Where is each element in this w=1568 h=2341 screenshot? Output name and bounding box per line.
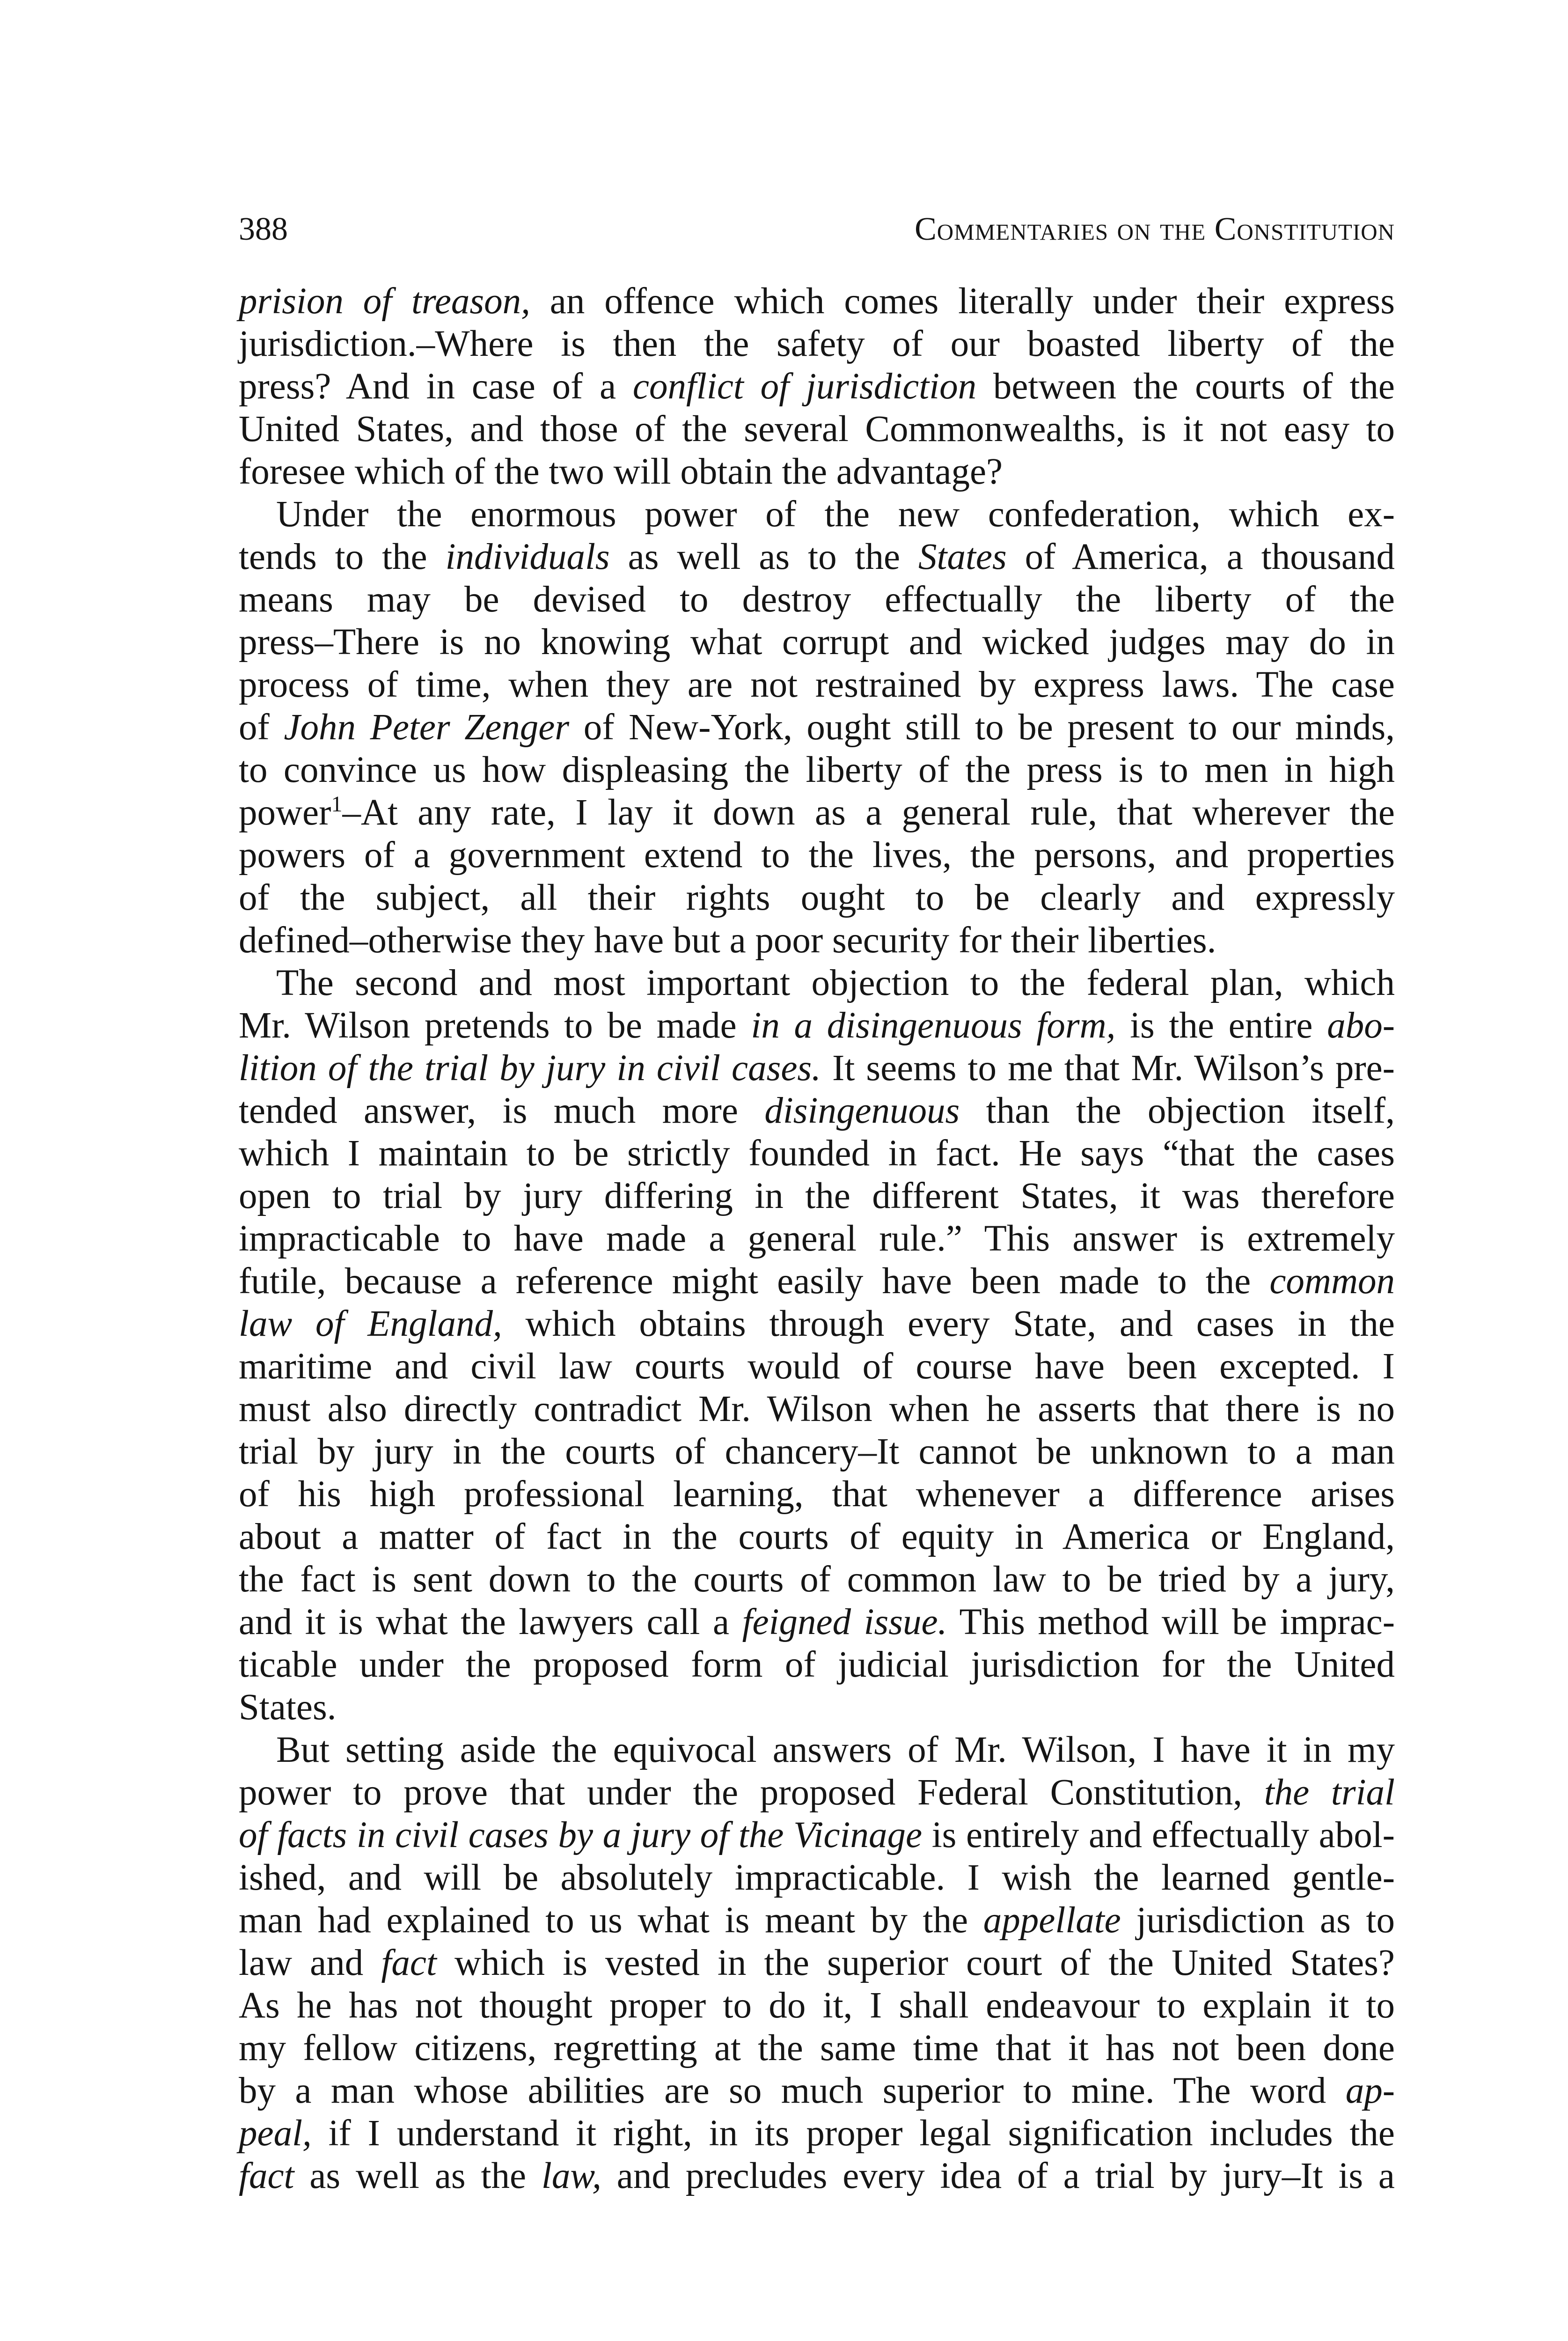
text-run: my fellow citizens, regretting at the same time that it has not been done [239, 2028, 1395, 2069]
text-run: of his high professional learning, that whenever a difference arises [239, 1474, 1395, 1515]
text-line [239, 876, 1395, 919]
italic-text: John Peter Zenger [284, 707, 570, 748]
text-line [239, 791, 1395, 834]
text-line [239, 2155, 1395, 2197]
page-header [239, 206, 1395, 253]
text-run: the fact is sent down to the courts of common law to be tried by a jury, [239, 1559, 1395, 1600]
italic-text: disingenuous [764, 1090, 960, 1131]
italic-text: ap- [1345, 2070, 1395, 2111]
text-line [239, 1899, 1395, 1942]
text-run: of the subject, all their rights ought to be clearly and expressly [239, 877, 1395, 918]
text-run: if I understand it right, in its proper legal signification includes the [311, 2113, 1395, 2154]
text-line [239, 834, 1395, 876]
text-run: foresee which of the two will obtain the advantage? [239, 451, 1003, 492]
text-line [239, 1132, 1395, 1175]
text-line [239, 493, 1395, 536]
italic-text: feigned issue. [742, 1602, 947, 1642]
page-number: 388 [239, 211, 288, 247]
text-line [239, 706, 1395, 749]
text-run: powers of a government extend to the lives, the persons, and properties [239, 835, 1395, 876]
text-line [239, 1686, 1395, 1729]
text-run: between the courts of the [976, 366, 1395, 407]
italic-text: fact [381, 1943, 437, 1983]
text-run: man had explained to us what is meant by the [239, 1900, 983, 1941]
italic-text: individuals [445, 537, 610, 577]
text-line [239, 1047, 1395, 1090]
text-run: which obtains through every State, and cases in the [502, 1303, 1395, 1344]
italic-text: appellate [983, 1900, 1121, 1941]
text-run: than the objection itself, [960, 1090, 1395, 1131]
text-line [239, 365, 1395, 408]
text-line [239, 280, 1395, 323]
text-run: press? And in case of a [239, 366, 633, 407]
text-line [239, 962, 1395, 1004]
text-run: of America, a thousand [1006, 537, 1395, 577]
text-line [239, 2027, 1395, 2069]
text-run: But setting aside the equivocal answers of Mr. Wilson, I have it in my [276, 1730, 1395, 1770]
text-line [239, 1430, 1395, 1473]
italic-text: lition of the trial by jury in civil cases. [239, 1048, 821, 1089]
text-line [239, 919, 1395, 962]
text-run: defined–otherwise they have but a poor security for their liberties. [239, 920, 1216, 961]
text-run: must also directly contradict Mr. Wilson when he asserts that there is no [239, 1389, 1395, 1429]
italic-text: conflict of jurisdiction [632, 366, 977, 407]
text-run: an offence which comes literally under their express [530, 281, 1395, 322]
italic-text: peal, [239, 2113, 312, 2154]
text-line [239, 1345, 1395, 1388]
text-line [239, 1601, 1395, 1643]
text-line [239, 1771, 1395, 1814]
text-line [239, 1388, 1395, 1430]
text-line [239, 450, 1395, 493]
running-head: Commentaries on the Constitution [915, 211, 1395, 247]
text-line [239, 323, 1395, 365]
italic-text: of facts in civil cases by a jury of the Vicinage [239, 1815, 923, 1855]
text-run: As he has not thought proper to do it, I shall endeavour to explain it to [239, 1985, 1395, 2026]
text-run: Under the enormous power of the new confederation, which ex- [276, 494, 1395, 535]
text-run: means may be devised to destroy effectually the liberty of the [239, 579, 1395, 620]
text-run: Mr. Wilson pretends to be made [239, 1005, 751, 1046]
italic-text: prision of treason, [239, 281, 530, 322]
body-text [239, 280, 1395, 2197]
text-line [239, 749, 1395, 791]
text-line [239, 1856, 1395, 1899]
text-line [239, 621, 1395, 663]
text-run: power to prove that under the proposed Federal Constitution, [239, 1772, 1264, 1813]
italic-text: States [918, 537, 1007, 577]
text-line [239, 536, 1395, 578]
text-line [239, 1260, 1395, 1303]
text-run: power [239, 792, 331, 833]
italic-text: the trial [1264, 1772, 1395, 1813]
text-run: impracticable to have made a general rule.” This answer is extremely [239, 1218, 1395, 1259]
text-run: press–There is no knowing what corrupt and wicked judges may do in [239, 622, 1395, 663]
text-line [239, 2112, 1395, 2155]
text-line [239, 1175, 1395, 1217]
text-run: trial by jury in the courts of chancery–It cannot be unknown to a man [239, 1431, 1395, 1472]
text-run: ished, and will be absolutely impracticable. I wish the learned gentle- [239, 1857, 1395, 1898]
text-run: jurisdiction.–Where is then the safety of our boasted liberty of the [239, 324, 1395, 364]
text-run: This method will be imprac- [947, 1602, 1395, 1642]
italic-text: law, [541, 2156, 601, 2196]
text-run: jurisdiction as to [1121, 1900, 1395, 1941]
text-run: States. [239, 1687, 337, 1728]
text-run: by a man whose abilities are so much superior to mine. The word [239, 2070, 1346, 2111]
text-run: as well as the [294, 2156, 542, 2196]
text-line [239, 578, 1395, 621]
text-run: open to trial by jury differing in the different States, it was therefore [239, 1176, 1395, 1216]
text-run: process of time, when they are not restrained by express laws. The case [239, 664, 1395, 705]
text-run: is entirely and effectually abol- [922, 1815, 1395, 1855]
text-line [239, 408, 1395, 450]
text-run: is the entire [1115, 1005, 1327, 1046]
text-run: –At any rate, I lay it down as a general rule, that wherever the [342, 792, 1395, 833]
text-run: United States, and those of the several Commonwealths, is it not easy to [239, 409, 1395, 449]
text-line [239, 1303, 1395, 1345]
text-line [239, 1516, 1395, 1558]
text-run: tended answer, is much more [239, 1090, 765, 1131]
text-line [239, 2069, 1395, 2112]
text-line [239, 1217, 1395, 1260]
italic-text: fact [239, 2156, 294, 2196]
text-run: law and [239, 1943, 381, 1983]
text-run: and it is what the lawyers call a [239, 1602, 742, 1642]
text-run: The second and most important objection to the federal plan, which [276, 963, 1395, 1003]
text-run: of [239, 707, 284, 748]
italic-text: in a disingenuous form, [751, 1005, 1116, 1046]
italic-text: abo- [1327, 1005, 1395, 1046]
text-run: of New-York, ought still to be present to our minds, [569, 707, 1395, 748]
text-line [239, 1984, 1395, 2027]
text-line [239, 1729, 1395, 1771]
text-run: to convince us how displeasing the liberty of the press is to men in high [239, 750, 1395, 790]
text-line [239, 1814, 1395, 1856]
text-line [239, 1942, 1395, 1984]
text-run: as well as to the [609, 537, 918, 577]
text-run: and precludes every idea of a trial by jury–It is a [601, 2156, 1395, 2196]
text-line [239, 1473, 1395, 1516]
text-line [239, 1004, 1395, 1047]
text-run: ticable under the proposed form of judicial jurisdiction for the United [239, 1644, 1395, 1685]
text-line [239, 1090, 1395, 1132]
text-line [239, 1558, 1395, 1601]
text-line [239, 1643, 1395, 1686]
text-line [239, 663, 1395, 706]
text-run: about a matter of fact in the courts of equity in America or England, [239, 1516, 1395, 1557]
text-run: It seems to me that Mr. Wilson’s pre- [821, 1048, 1395, 1089]
text-run: which I maintain to be strictly founded in fact. He says “that the cases [239, 1133, 1395, 1174]
text-run: maritime and civil law courts would of course have been excepted. I [239, 1346, 1395, 1387]
italic-text: law of England, [239, 1303, 502, 1344]
text-run: futile, because a reference might easily have been made to the [239, 1261, 1270, 1302]
text-run: tends to the [239, 537, 446, 577]
italic-text: common [1269, 1261, 1395, 1302]
text-run: which is vested in the superior court of the United States? [436, 1943, 1395, 1983]
footnote-marker: 1 [331, 792, 343, 817]
